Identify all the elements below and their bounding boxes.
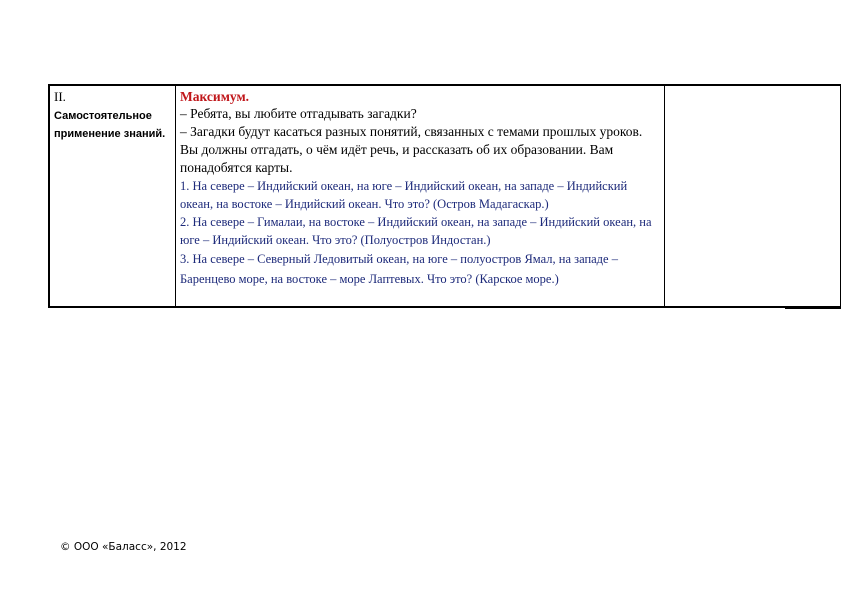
stage-cell: [50, 86, 176, 306]
lesson-table: [48, 84, 841, 308]
table-corner-mark-bottom: [785, 307, 841, 309]
notes-cell: [665, 86, 840, 306]
riddle-item: 1. На севере – Индийский океан, на юге – Индийский океан, на западе – Индийский океан, на востоке – Индийский океан. Что это? (Остров Мадагаскар.): [180, 179, 628, 211]
dialog-line: – Ребята, вы любите отгадывать загадки?: [180, 106, 417, 121]
dialog-line: – Загадки будут касаться разных понятий, связанных с темами прошлых уроков. Вы должны отгадать, о чём идёт речь, и рассказать об их образовании. Вам понадобятся карты.: [180, 124, 643, 175]
section-title: Максимум.: [180, 89, 250, 104]
stage-number: II.: [54, 89, 66, 104]
table-corner-mark-top: [785, 84, 841, 86]
stage-title: Самостоятельное применение знаний.: [54, 110, 166, 140]
content-cell: [176, 86, 665, 306]
copyright-footer: © ООО «Баласс», 2012: [60, 541, 187, 553]
riddle-item: 2. На севере – Гималаи, на востоке – Индийский океан, на западе – Индийский океан, на юге – Индийский океан. Что это? (Полуостров Индостан.): [180, 215, 652, 247]
riddle-item: 3. На севере – Северный Ледовитый океан, на юге – полуостров Ямал, на западе – Баренцево море, на востоке – море Лаптевых. Что это? (Карское море.): [180, 252, 618, 286]
